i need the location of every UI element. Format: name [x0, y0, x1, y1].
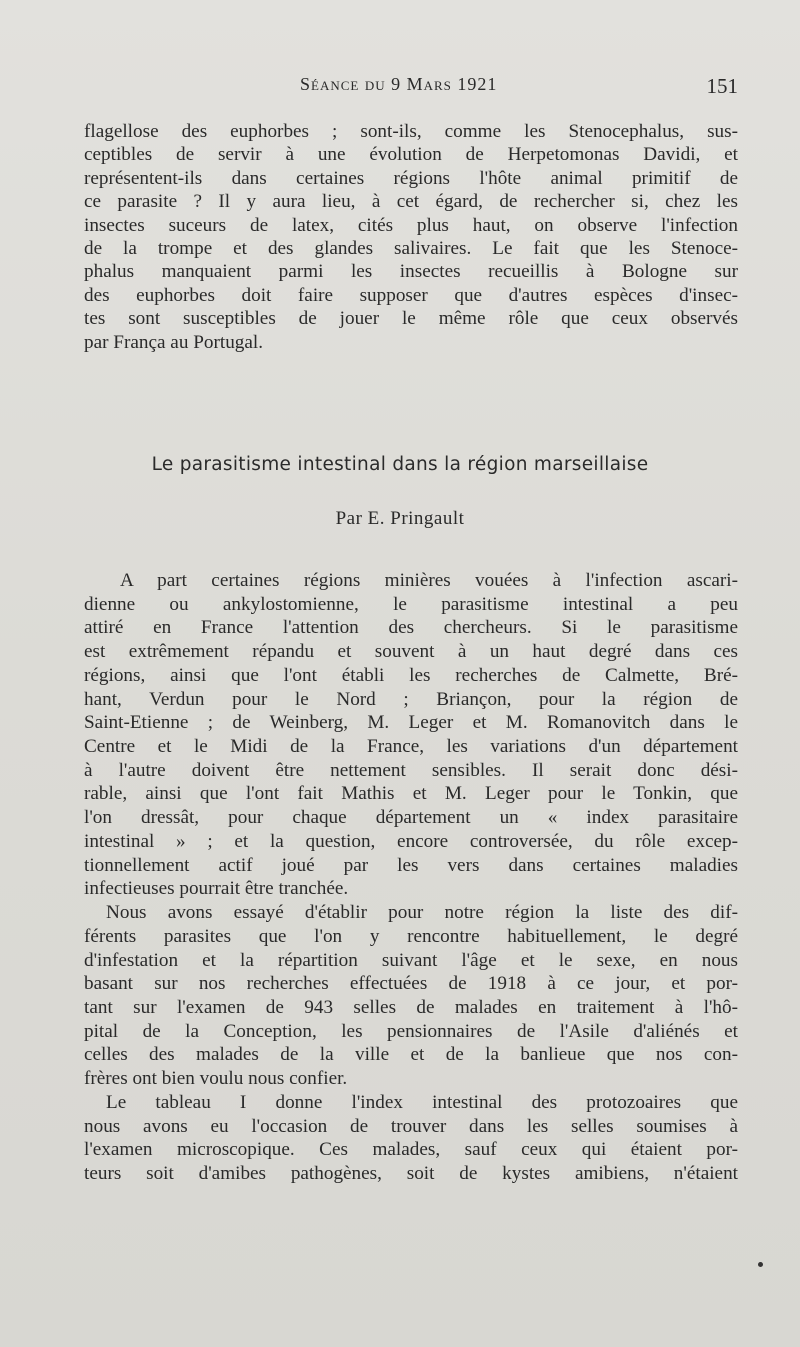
- text-line: ceptibles de servir à une évolution de Herpetomonas Davidi, et: [84, 144, 738, 166]
- article-title: Le parasitisme intestinal dans la région marseillaise: [151, 454, 649, 475]
- text-line: intestinal » ; et la question, encore controversée, du rôle excep-: [84, 830, 738, 852]
- text-line: infectieuses pourrait être tranchée.: [84, 878, 349, 900]
- text-line: d'infestation et la répartition suivant l'âge et le sexe, en nous: [84, 949, 738, 971]
- text-line: dienne ou ankylostomienne, le parasitisme intestinal a peu: [84, 593, 738, 615]
- text-line: à l'autre doivent être nettement sensibles. Il serait donc dési-: [84, 759, 738, 781]
- text-line: Centre et le Midi de la France, les variations d'un département: [84, 736, 738, 758]
- text-line: ce parasite ? Il y aura lieu, à cet égard, de rechercher si, chez les: [84, 191, 738, 213]
- text-line: l'on dressât, pour chaque département un « index parasitaire: [84, 807, 738, 829]
- text-line: frères ont bien voulu nous confier.: [84, 1068, 348, 1090]
- text-line: pital de la Conception, les pensionnaires de l'Asile d'aliénés et: [84, 1020, 738, 1042]
- text-line: insectes suceurs de latex, cités plus haut, on observe l'infection: [84, 214, 738, 236]
- text-line: nous avons eu l'occasion de trouver dans les selles soumises à: [84, 1115, 738, 1137]
- text-line: celles des malades de la ville et de la banlieue que nos con-: [84, 1044, 738, 1066]
- text-line: régions, ainsi que l'ont établi les recherches de Calmette, Bré-: [84, 664, 738, 686]
- text-line: des euphorbes doit faire supposer que d'autres espèces d'insec-: [84, 284, 738, 306]
- text-line: flagellose des euphorbes ; sont-ils, comme les Stenocephalus, sus-: [84, 121, 738, 142]
- text-line: de la trompe et des glandes salivaires. Le fait que les Stenoce-: [84, 237, 738, 259]
- text-line: Nous avons essayé d'établir pour notre région la liste des dif-: [106, 902, 738, 924]
- text-line: tionnellement actif joué par les vers dans certaines maladies: [84, 854, 738, 876]
- text-line: l'examen microscopique. Ces malades, sauf ceux qui étaient por-: [84, 1139, 738, 1161]
- article-author: Par E. Pringault: [335, 508, 465, 529]
- running-title: Séance du 9 Mars 1921: [300, 74, 498, 94]
- text-line: tant sur l'examen de 943 selles de malades en traitement à l'hô-: [84, 996, 738, 1018]
- text-line: représentent-ils dans certaines régions l'hôte animal primitif de: [84, 167, 738, 189]
- text-line: rable, ainsi que l'ont fait Mathis et M. Leger pour le Tonkin, que: [84, 783, 738, 805]
- page-header: [84, 74, 738, 102]
- text-line: Saint-Etienne ; de Weinberg, M. Leger et M. Romanovitch dans le: [84, 712, 738, 734]
- text-line: férents parasites que l'on y rencontre habituellement, le degré: [84, 925, 738, 947]
- intro-paragraph: [84, 120, 738, 354]
- page-number: 151: [706, 74, 738, 98]
- text-line: par França au Portugal.: [84, 331, 264, 353]
- text-line: basant sur nos recherches effectuées de 1918 à ce jour, et por-: [84, 973, 738, 995]
- text-line: A part certaines régions minières vouées à l'infection ascari-: [120, 570, 738, 591]
- text-line: est extrêmement répandu et souvent à un haut degré dans ces: [84, 641, 738, 663]
- article-body: [84, 569, 738, 1186]
- text-line: Le tableau I donne l'index intestinal des protozoaires que: [106, 1091, 738, 1113]
- text-line: tes sont susceptibles de jouer le même rôle que ceux observés: [84, 308, 738, 330]
- text-line: attiré en France l'attention des chercheurs. Si le parasitisme: [84, 617, 738, 639]
- text-line: hant, Verdun pour le Nord ; Briançon, pour la région de: [84, 688, 738, 710]
- text-line: phalus manquaient parmi les insectes recueillis à Bologne sur: [84, 261, 738, 283]
- text-line: teurs soit d'amibes pathogènes, soit de kystes amibiens, n'étaient: [84, 1162, 738, 1184]
- ink-speck: [758, 1262, 763, 1267]
